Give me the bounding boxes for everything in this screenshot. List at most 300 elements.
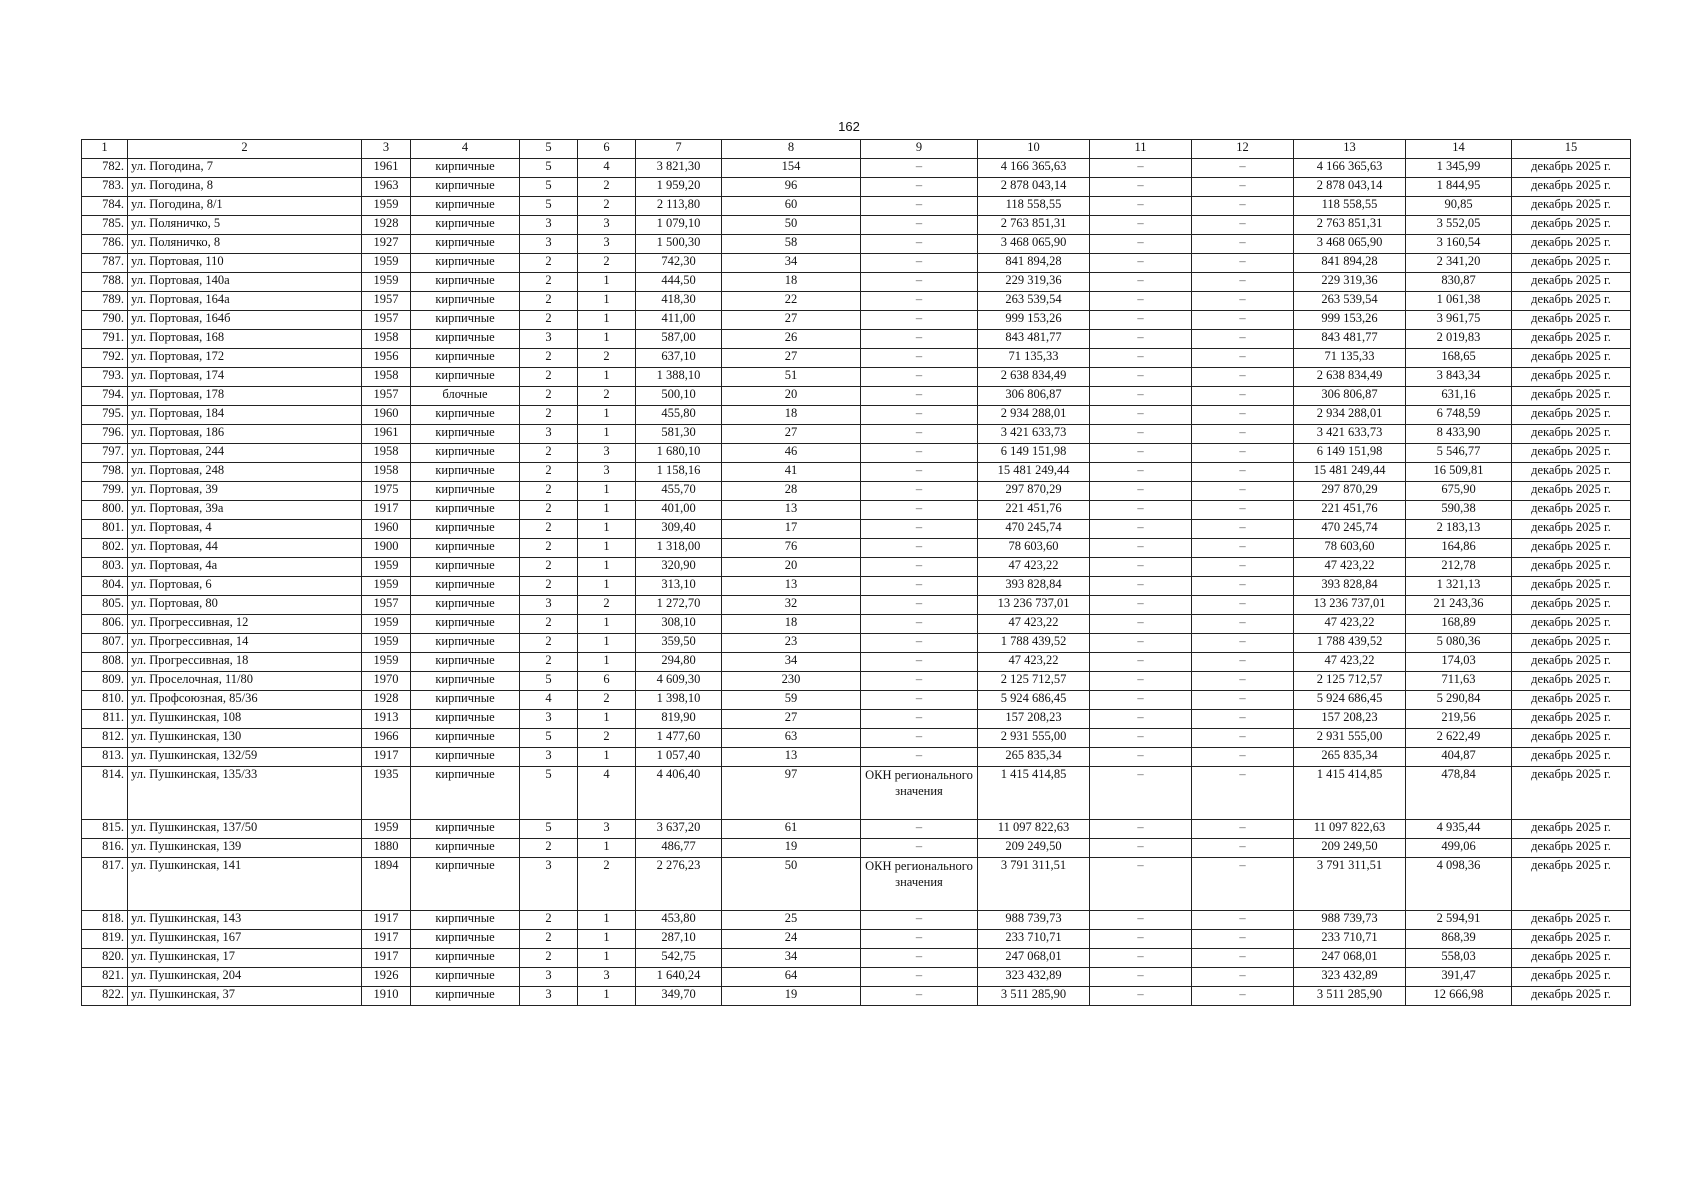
cell-col-10: 1 788 439,52 (978, 634, 1090, 653)
cell-col-8: 50 (722, 858, 861, 911)
cell-col-11: – (1090, 349, 1192, 368)
column-header-7: 7 (636, 140, 722, 159)
cell-col-10: 71 135,33 (978, 349, 1090, 368)
cell-col-5: 3 (520, 425, 578, 444)
cell-col-13: 999 153,26 (1294, 311, 1406, 330)
cell-col-13: 470 245,74 (1294, 520, 1406, 539)
cell-col-10: 3 511 285,90 (978, 987, 1090, 1006)
cell-col-4: кирпичные (411, 634, 520, 653)
cell-col-3: 1927 (362, 235, 411, 254)
cell-col-7: 4 406,40 (636, 767, 722, 820)
cell-col-14: 16 509,81 (1406, 463, 1512, 482)
cell-col-6: 1 (578, 273, 636, 292)
cell-col-1: 804. (82, 577, 128, 596)
cell-col-9: – (861, 634, 978, 653)
cell-col-3: 1928 (362, 216, 411, 235)
cell-col-9: – (861, 911, 978, 930)
cell-col-12: – (1192, 501, 1294, 520)
cell-col-6: 1 (578, 311, 636, 330)
cell-col-11: – (1090, 672, 1192, 691)
cell-col-5: 2 (520, 292, 578, 311)
cell-col-5: 2 (520, 615, 578, 634)
cell-col-5: 2 (520, 349, 578, 368)
cell-col-6: 3 (578, 444, 636, 463)
cell-col-10: 15 481 249,44 (978, 463, 1090, 482)
cell-col-14: 478,84 (1406, 767, 1512, 820)
cell-col-11: – (1090, 748, 1192, 767)
cell-col-8: 13 (722, 501, 861, 520)
table-row (82, 254, 1631, 273)
cell-col-2: ул. Пушкинская, 132/59 (128, 748, 362, 767)
cell-col-2: ул. Портовая, 80 (128, 596, 362, 615)
cell-col-2: ул. Поляничко, 5 (128, 216, 362, 235)
cell-col-12: – (1192, 444, 1294, 463)
table-row (82, 330, 1631, 349)
cell-col-7: 1 272,70 (636, 596, 722, 615)
table-row (82, 911, 1631, 930)
cell-col-5: 2 (520, 839, 578, 858)
cell-col-2: ул. Пушкинская, 135/33 (128, 767, 362, 820)
cell-col-4: кирпичные (411, 368, 520, 387)
cell-col-13: 843 481,77 (1294, 330, 1406, 349)
cell-col-10: 78 603,60 (978, 539, 1090, 558)
cell-col-7: 1 388,10 (636, 368, 722, 387)
cell-col-1: 798. (82, 463, 128, 482)
cell-col-1: 787. (82, 254, 128, 273)
column-header-2: 2 (128, 140, 362, 159)
cell-col-4: кирпичные (411, 444, 520, 463)
cell-col-8: 64 (722, 968, 861, 987)
cell-col-6: 1 (578, 653, 636, 672)
cell-col-5: 2 (520, 254, 578, 273)
cell-col-4: кирпичные (411, 710, 520, 729)
cell-col-5: 3 (520, 235, 578, 254)
housing-registry-table (81, 139, 1631, 1006)
cell-col-9: – (861, 235, 978, 254)
cell-col-7: 1 398,10 (636, 691, 722, 710)
cell-col-4: кирпичные (411, 911, 520, 930)
cell-col-7: 1 680,10 (636, 444, 722, 463)
cell-col-5: 2 (520, 949, 578, 968)
cell-col-5: 2 (520, 368, 578, 387)
cell-col-5: 2 (520, 501, 578, 520)
cell-col-15: декабрь 2025 г. (1512, 254, 1631, 273)
cell-col-15: декабрь 2025 г. (1512, 349, 1631, 368)
cell-col-14: 2 341,20 (1406, 254, 1512, 273)
cell-col-3: 1957 (362, 311, 411, 330)
cell-col-8: 18 (722, 615, 861, 634)
cell-col-3: 1957 (362, 387, 411, 406)
cell-col-13: 4 166 365,63 (1294, 159, 1406, 178)
cell-col-4: кирпичные (411, 254, 520, 273)
cell-col-2: ул. Портовая, 178 (128, 387, 362, 406)
cell-col-4: кирпичные (411, 425, 520, 444)
cell-col-3: 1917 (362, 930, 411, 949)
cell-col-10: 229 319,36 (978, 273, 1090, 292)
cell-col-11: – (1090, 387, 1192, 406)
cell-col-11: – (1090, 634, 1192, 653)
cell-col-2: ул. Пушкинская, 167 (128, 930, 362, 949)
cell-col-13: 3 421 633,73 (1294, 425, 1406, 444)
cell-col-7: 1 959,20 (636, 178, 722, 197)
cell-col-2: ул. Пушкинская, 137/50 (128, 820, 362, 839)
cell-col-7: 3 637,20 (636, 820, 722, 839)
cell-col-1: 802. (82, 539, 128, 558)
cell-col-12: – (1192, 949, 1294, 968)
column-header-15: 15 (1512, 140, 1631, 159)
cell-col-14: 830,87 (1406, 273, 1512, 292)
cell-col-12: – (1192, 729, 1294, 748)
cell-col-10: 209 249,50 (978, 839, 1090, 858)
cell-col-8: 27 (722, 349, 861, 368)
cell-col-2: ул. Пушкинская, 130 (128, 729, 362, 748)
cell-col-10: 841 894,28 (978, 254, 1090, 273)
cell-col-1: 814. (82, 767, 128, 820)
cell-col-12: – (1192, 820, 1294, 839)
cell-col-10: 11 097 822,63 (978, 820, 1090, 839)
cell-col-10: 988 739,73 (978, 911, 1090, 930)
cell-col-11: – (1090, 330, 1192, 349)
cell-col-10: 157 208,23 (978, 710, 1090, 729)
cell-col-7: 455,80 (636, 406, 722, 425)
cell-col-9: – (861, 311, 978, 330)
cell-col-14: 1 061,38 (1406, 292, 1512, 311)
cell-col-2: ул. Пушкинская, 204 (128, 968, 362, 987)
cell-col-1: 819. (82, 930, 128, 949)
cell-col-7: 308,10 (636, 615, 722, 634)
cell-col-8: 17 (722, 520, 861, 539)
cell-col-10: 3 791 311,51 (978, 858, 1090, 911)
cell-col-13: 47 423,22 (1294, 653, 1406, 672)
cell-col-5: 3 (520, 216, 578, 235)
cell-col-15: декабрь 2025 г. (1512, 748, 1631, 767)
cell-col-10: 2 934 288,01 (978, 406, 1090, 425)
cell-col-4: кирпичные (411, 197, 520, 216)
cell-col-3: 1959 (362, 653, 411, 672)
cell-col-14: 3 843,34 (1406, 368, 1512, 387)
cell-col-5: 2 (520, 273, 578, 292)
cell-col-13: 6 149 151,98 (1294, 444, 1406, 463)
cell-col-8: 28 (722, 482, 861, 501)
cell-col-1: 795. (82, 406, 128, 425)
cell-col-8: 76 (722, 539, 861, 558)
cell-col-5: 4 (520, 691, 578, 710)
cell-col-11: – (1090, 197, 1192, 216)
cell-col-10: 247 068,01 (978, 949, 1090, 968)
cell-col-6: 4 (578, 767, 636, 820)
cell-col-7: 313,10 (636, 577, 722, 596)
cell-col-7: 1 057,40 (636, 748, 722, 767)
cell-col-1: 811. (82, 710, 128, 729)
cell-col-7: 411,00 (636, 311, 722, 330)
cell-col-6: 1 (578, 949, 636, 968)
cell-col-2: ул. Погодина, 8 (128, 178, 362, 197)
cell-col-2: ул. Прогрессивная, 18 (128, 653, 362, 672)
cell-col-9: – (861, 501, 978, 520)
cell-col-9: – (861, 482, 978, 501)
cell-col-4: кирпичные (411, 858, 520, 911)
cell-col-15: декабрь 2025 г. (1512, 482, 1631, 501)
cell-col-10: 265 835,34 (978, 748, 1090, 767)
table-row (82, 387, 1631, 406)
cell-col-3: 1970 (362, 672, 411, 691)
cell-col-14: 8 433,90 (1406, 425, 1512, 444)
cell-col-1: 821. (82, 968, 128, 987)
table-row (82, 539, 1631, 558)
cell-col-11: – (1090, 463, 1192, 482)
cell-col-9: – (861, 968, 978, 987)
cell-col-6: 2 (578, 858, 636, 911)
cell-col-3: 1961 (362, 425, 411, 444)
column-header-5: 5 (520, 140, 578, 159)
cell-col-2: ул. Портовая, 4а (128, 558, 362, 577)
table-row (82, 292, 1631, 311)
cell-col-9: – (861, 987, 978, 1006)
cell-col-8: 27 (722, 710, 861, 729)
header-row (82, 140, 1631, 159)
table-row (82, 858, 1631, 911)
cell-col-7: 1 158,16 (636, 463, 722, 482)
table-row (82, 444, 1631, 463)
cell-col-4: кирпичные (411, 987, 520, 1006)
cell-col-5: 3 (520, 596, 578, 615)
cell-col-13: 229 319,36 (1294, 273, 1406, 292)
cell-col-8: 24 (722, 930, 861, 949)
cell-col-9: – (861, 839, 978, 858)
cell-col-1: 784. (82, 197, 128, 216)
cell-col-10: 13 236 737,01 (978, 596, 1090, 615)
cell-col-13: 3 468 065,90 (1294, 235, 1406, 254)
cell-col-15: декабрь 2025 г. (1512, 425, 1631, 444)
cell-col-7: 4 609,30 (636, 672, 722, 691)
cell-col-1: 801. (82, 520, 128, 539)
cell-col-7: 320,90 (636, 558, 722, 577)
cell-col-1: 794. (82, 387, 128, 406)
cell-col-12: – (1192, 911, 1294, 930)
cell-col-9: – (861, 406, 978, 425)
cell-col-6: 3 (578, 820, 636, 839)
cell-col-2: ул. Погодина, 7 (128, 159, 362, 178)
cell-col-4: кирпичные (411, 968, 520, 987)
table-row (82, 159, 1631, 178)
table-row (82, 235, 1631, 254)
table-row (82, 311, 1631, 330)
cell-col-1: 799. (82, 482, 128, 501)
cell-col-1: 783. (82, 178, 128, 197)
cell-col-9: – (861, 930, 978, 949)
cell-col-5: 2 (520, 539, 578, 558)
cell-col-8: 63 (722, 729, 861, 748)
cell-col-13: 3 511 285,90 (1294, 987, 1406, 1006)
cell-col-9: – (861, 672, 978, 691)
cell-col-11: – (1090, 949, 1192, 968)
table-row (82, 710, 1631, 729)
cell-col-15: декабрь 2025 г. (1512, 839, 1631, 858)
cell-col-4: кирпичные (411, 577, 520, 596)
cell-col-15: декабрь 2025 г. (1512, 292, 1631, 311)
cell-col-12: – (1192, 330, 1294, 349)
cell-col-3: 1957 (362, 596, 411, 615)
column-header-1: 1 (82, 140, 128, 159)
cell-col-3: 1917 (362, 748, 411, 767)
cell-col-2: ул. Портовая, 244 (128, 444, 362, 463)
cell-col-4: кирпичные (411, 767, 520, 820)
cell-col-1: 818. (82, 911, 128, 930)
cell-col-15: декабрь 2025 г. (1512, 387, 1631, 406)
cell-col-2: ул. Прогрессивная, 14 (128, 634, 362, 653)
cell-col-9: – (861, 596, 978, 615)
cell-col-10: 1 415 414,85 (978, 767, 1090, 820)
cell-col-14: 174,03 (1406, 653, 1512, 672)
cell-col-15: декабрь 2025 г. (1512, 368, 1631, 387)
cell-col-8: 34 (722, 254, 861, 273)
cell-col-6: 1 (578, 406, 636, 425)
cell-col-15: декабрь 2025 г. (1512, 987, 1631, 1006)
cell-col-7: 1 079,10 (636, 216, 722, 235)
column-header-12: 12 (1192, 140, 1294, 159)
cell-col-11: – (1090, 710, 1192, 729)
cell-col-15: декабрь 2025 г. (1512, 858, 1631, 911)
cell-col-15: декабрь 2025 г. (1512, 577, 1631, 596)
cell-col-13: 2 878 043,14 (1294, 178, 1406, 197)
cell-col-11: – (1090, 839, 1192, 858)
cell-col-12: – (1192, 596, 1294, 615)
cell-col-13: 233 710,71 (1294, 930, 1406, 949)
cell-col-8: 20 (722, 558, 861, 577)
cell-col-3: 1963 (362, 178, 411, 197)
table-body (82, 159, 1631, 1006)
cell-col-6: 1 (578, 539, 636, 558)
cell-col-8: 18 (722, 273, 861, 292)
cell-col-3: 1959 (362, 254, 411, 273)
cell-col-3: 1958 (362, 463, 411, 482)
cell-col-3: 1935 (362, 767, 411, 820)
cell-col-8: 22 (722, 292, 861, 311)
cell-col-10: 2 878 043,14 (978, 178, 1090, 197)
cell-col-8: 25 (722, 911, 861, 930)
table-row (82, 520, 1631, 539)
cell-col-15: декабрь 2025 г. (1512, 311, 1631, 330)
cell-col-1: 791. (82, 330, 128, 349)
table-row (82, 425, 1631, 444)
table-row (82, 691, 1631, 710)
cell-col-13: 1 415 414,85 (1294, 767, 1406, 820)
table-row (82, 368, 1631, 387)
cell-col-8: 60 (722, 197, 861, 216)
cell-col-15: декабрь 2025 г. (1512, 539, 1631, 558)
cell-col-4: кирпичные (411, 748, 520, 767)
cell-col-9: – (861, 292, 978, 311)
cell-col-2: ул. Пушкинская, 141 (128, 858, 362, 911)
cell-col-4: кирпичные (411, 330, 520, 349)
cell-col-2: ул. Портовая, 164а (128, 292, 362, 311)
cell-col-12: – (1192, 368, 1294, 387)
cell-col-14: 5 080,36 (1406, 634, 1512, 653)
table-row (82, 949, 1631, 968)
table-row (82, 596, 1631, 615)
cell-col-5: 5 (520, 197, 578, 216)
table-row (82, 672, 1631, 691)
cell-col-14: 499,06 (1406, 839, 1512, 858)
cell-col-4: кирпичные (411, 311, 520, 330)
cell-col-3: 1975 (362, 482, 411, 501)
cell-col-14: 3 961,75 (1406, 311, 1512, 330)
cell-col-3: 1959 (362, 615, 411, 634)
cell-col-3: 1959 (362, 820, 411, 839)
cell-col-10: 297 870,29 (978, 482, 1090, 501)
cell-col-1: 809. (82, 672, 128, 691)
cell-col-11: – (1090, 520, 1192, 539)
cell-col-11: – (1090, 968, 1192, 987)
cell-col-11: – (1090, 615, 1192, 634)
cell-col-7: 455,70 (636, 482, 722, 501)
cell-col-13: 13 236 737,01 (1294, 596, 1406, 615)
cell-col-3: 1958 (362, 368, 411, 387)
cell-col-14: 590,38 (1406, 501, 1512, 520)
cell-col-12: – (1192, 767, 1294, 820)
cell-col-13: 306 806,87 (1294, 387, 1406, 406)
cell-col-6: 1 (578, 501, 636, 520)
cell-col-13: 118 558,55 (1294, 197, 1406, 216)
cell-col-2: ул. Портовая, 140а (128, 273, 362, 292)
cell-col-14: 168,89 (1406, 615, 1512, 634)
cell-col-7: 486,77 (636, 839, 722, 858)
cell-col-6: 1 (578, 292, 636, 311)
cell-col-12: – (1192, 235, 1294, 254)
cell-col-14: 1 345,99 (1406, 159, 1512, 178)
cell-col-13: 157 208,23 (1294, 710, 1406, 729)
cell-col-1: 806. (82, 615, 128, 634)
cell-col-7: 294,80 (636, 653, 722, 672)
cell-col-14: 2 019,83 (1406, 330, 1512, 349)
cell-col-1: 817. (82, 858, 128, 911)
cell-col-14: 391,47 (1406, 968, 1512, 987)
cell-col-12: – (1192, 577, 1294, 596)
cell-col-1: 807. (82, 634, 128, 653)
cell-col-4: кирпичные (411, 672, 520, 691)
cell-col-6: 1 (578, 482, 636, 501)
cell-col-6: 3 (578, 216, 636, 235)
cell-col-3: 1910 (362, 987, 411, 1006)
cell-col-4: кирпичные (411, 159, 520, 178)
cell-col-6: 1 (578, 839, 636, 858)
cell-col-10: 306 806,87 (978, 387, 1090, 406)
cell-col-9: – (861, 330, 978, 349)
cell-col-15: декабрь 2025 г. (1512, 596, 1631, 615)
cell-col-14: 2 622,49 (1406, 729, 1512, 748)
cell-col-2: ул. Портовая, 248 (128, 463, 362, 482)
cell-col-12: – (1192, 273, 1294, 292)
cell-col-12: – (1192, 311, 1294, 330)
cell-col-9: – (861, 820, 978, 839)
cell-col-14: 2 183,13 (1406, 520, 1512, 539)
cell-col-14: 868,39 (1406, 930, 1512, 949)
cell-col-7: 587,00 (636, 330, 722, 349)
cell-col-1: 788. (82, 273, 128, 292)
cell-col-1: 782. (82, 159, 128, 178)
cell-col-15: декабрь 2025 г. (1512, 159, 1631, 178)
cell-col-8: 26 (722, 330, 861, 349)
column-header-4: 4 (411, 140, 520, 159)
column-header-8: 8 (722, 140, 861, 159)
cell-col-6: 1 (578, 368, 636, 387)
cell-col-4: кирпичные (411, 615, 520, 634)
cell-col-13: 2 931 555,00 (1294, 729, 1406, 748)
cell-col-10: 843 481,77 (978, 330, 1090, 349)
cell-col-3: 1958 (362, 444, 411, 463)
cell-col-5: 5 (520, 767, 578, 820)
table-row (82, 839, 1631, 858)
